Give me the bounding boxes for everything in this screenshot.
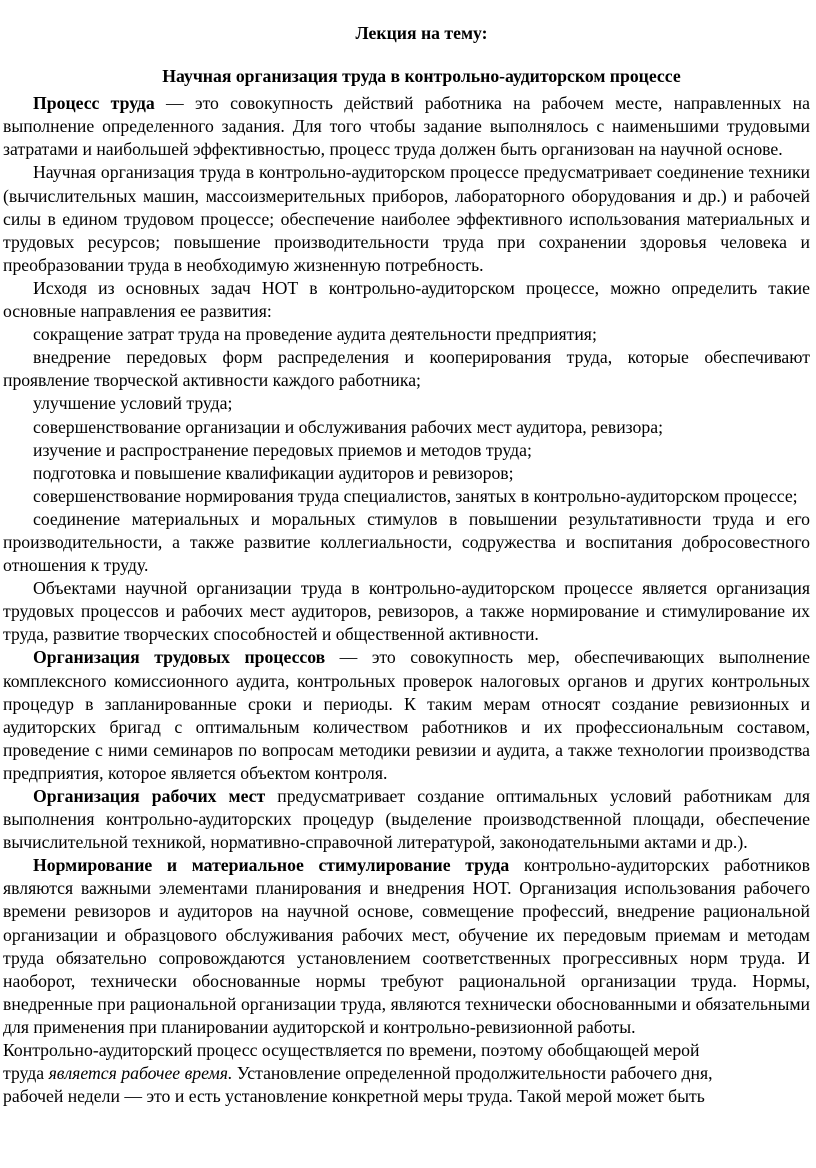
paragraph-text: — это совокупность мер, обеспечивающих выполнение комплексного комиссионного аудита, контрольных проверок налоговых органов и других контрольных процедур в запланированные сроки и периоды. К таким мерам относят создание ревизионных и аудиторских бригад с оптимальным количеством работников и их профессиональным составом, проведение с ними семинаров по вопросам методики ревизии и аудита, а также технологии производства предприятия, которое является объектом контроля. — [3, 647, 810, 783]
paragraph-text: — это совокупность действий работника на рабочем месте, направленных на выполнение определенного задания. Для того чтобы задание выполнялось с наименьшими трудовыми затратами и наибольшей эффективностью, процесс труда должен быть организован на научной основе. — [3, 93, 810, 160]
paragraph — [3, 854, 810, 1039]
paragraph-last — [3, 1039, 810, 1108]
term-bold: Организация трудовых процессов — [33, 647, 326, 668]
term-bold: Процесс труда — [33, 93, 155, 114]
lecture-heading: Лекция на тему: — [355, 23, 488, 43]
line-text: труда — [3, 1063, 49, 1084]
lecture-title: Научная организация труда в контрольно-аудиторском процессе — [162, 66, 681, 87]
list-item: улучшение условий труда; — [33, 393, 233, 414]
line-text: рабочей недели — это и есть установление конкретной меры труда. Такой мерой может быть — [3, 1086, 705, 1107]
italic-text: является рабочее время. — [48, 1063, 233, 1084]
paragraph: Объектами научной организации труда в контрольно-аудиторском процессе является организация трудовых процессов и рабочих мест аудиторов, ревизоров, а также нормирование и стимулирование их труда, развитие творческих способностей и общественной активности. — [3, 578, 810, 645]
paragraph-text: контрольно-аудиторских работников являются важными элементами планирования и внедрения НОТ. Организация использования рабочего времени ревизоров и аудиторов на научной основе, совмещение профессий, внедрение рациональной организации и образцового обслуживания рабочих мест, обучение их передовым приемам и методам труда обязательно сопровождаются установлением соответственных прогрессивных норм труда. И наоборот, технически обоснованные нормы требуют рациональной организации труда. Нормы, внедренные при рациональной организации труда, являются технически обоснованными и обязательными для применения при планировании аудиторской и контрольно-ревизионной работы. — [3, 855, 811, 1037]
list-item: внедрение передовых форм распределения и кооперирования труда, которые обеспечивают проявление творческой активности каждого работника; — [3, 347, 810, 391]
paragraph: Научная организация труда в контрольно-аудиторском процессе предусматривает соединение техники (вычислительных машин, массоизмерительных приборов, лабораторного оборудования и др.) и рабочей силы в едином трудовом процессе; обеспечение наиболее эффективного использования материальных и трудовых ресурсов; повышение производительности труда при сохранении здоровья человека и преобразовании труда в необходимую жизненную потребность. — [3, 162, 810, 275]
list-item: соединение материальных и моральных стимулов в повышении результативности труда и его производительности, а также развитие коллегиальности, содружества и воспитания добросовестного отношения к труду. — [3, 508, 810, 576]
paragraph — [3, 785, 810, 854]
lecture-body — [3, 92, 810, 1108]
paragraph: Исходя из основных задач НОТ в контрольно-аудиторском процессе, можно определить такие основные направления ее развития: — [3, 277, 810, 322]
list-item: совершенствование организации и обслуживания рабочих мест аудитора, ревизора; — [33, 416, 664, 437]
term-bold: Организация рабочих мест — [33, 786, 266, 806]
paragraph — [3, 646, 810, 785]
term-bold: Нормирование и материальное стимулирование труда — [33, 855, 510, 876]
list-item: сокращение затрат труда на проведение аудита деятельности предприятия; — [33, 324, 597, 345]
list-item: совершенствование нормирования труда специалистов, занятых в контрольно-аудиторском процессе; — [33, 485, 798, 506]
line-text: Контрольно-аудиторский процесс осуществляется по времени, поэтому обобщающей мерой — [3, 1040, 700, 1061]
line-text: Установление определенной продолжительности рабочего дня, — [232, 1063, 713, 1084]
list-item: изучение и распространение передовых приемов и методов труда; — [33, 439, 532, 460]
paragraph — [3, 92, 810, 161]
paragraph-text: предусматривает создание оптимальных условий работникам для выполнения контрольно-аудиторских процедур (выделение производственной площади, обеспечение вычислительной техникой, нормативно-справочной литературой, законодательными актами и др.). — [3, 786, 810, 853]
list-item: подготовка и повышение квалификации аудиторов и ревизоров; — [33, 462, 514, 483]
